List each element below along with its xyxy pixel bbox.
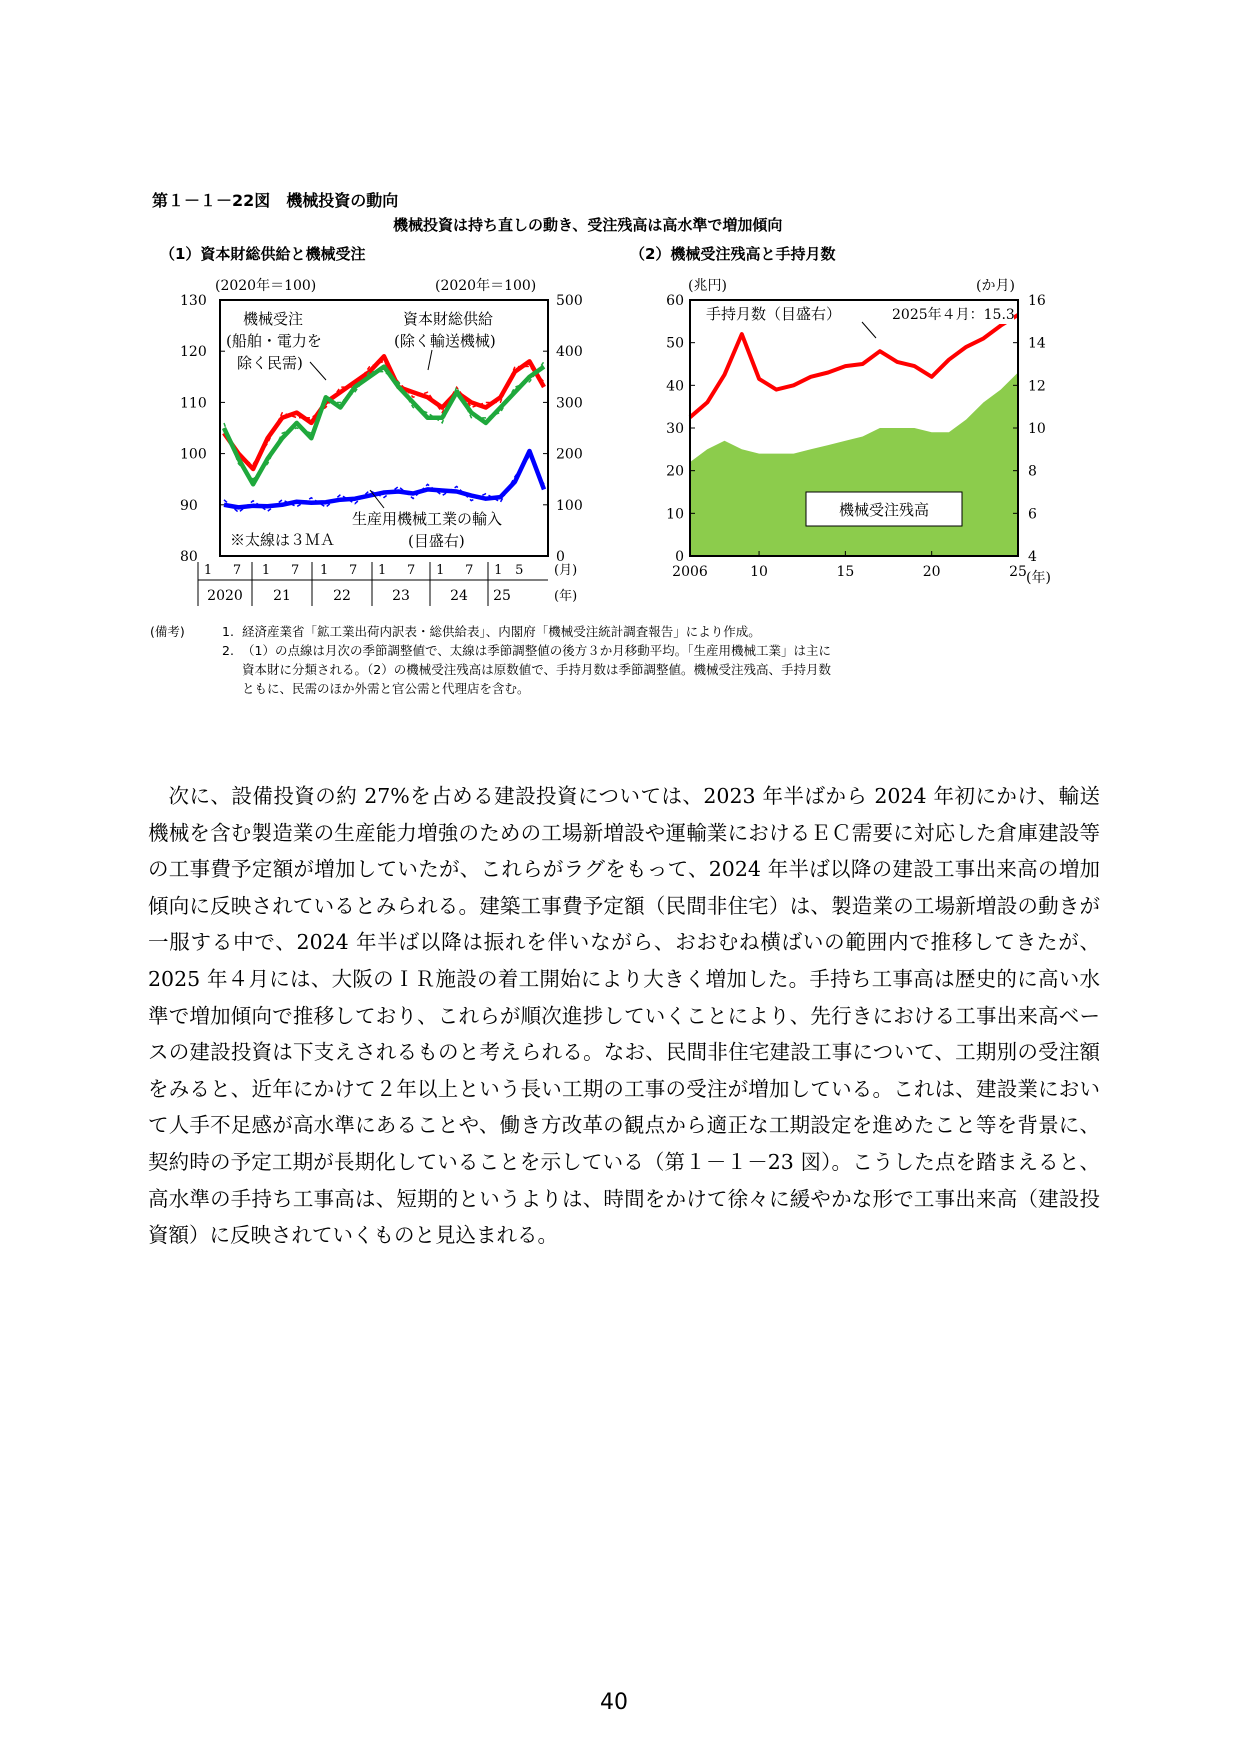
x-tick-label: 25 [1009,564,1027,580]
figure-title: 第１－１－22図 機械投資の動向 [152,191,399,210]
x-month-tick: 1 [203,563,213,578]
label-orders-line2: (船舶・電力を [226,332,322,350]
x-tick-label: 15 [836,564,855,580]
panel1-right-unit: (2020年＝100) [435,278,537,294]
y-tick-label-left: 10 [666,506,684,523]
y-tick-label-right: 8 [1028,463,1037,480]
y-tick-label-right: 4 [1028,549,1037,565]
x-tick-label: 10 [750,564,768,580]
y-tick-label-right: 16 [1028,293,1046,309]
panel2-title: （2）機械受注残高と手持月数 [630,245,836,263]
x-month-tick: 1 [494,563,503,578]
months-label-arrow [862,322,876,338]
y-tick-label-right: 0 [556,549,565,565]
backlog-area [690,373,1018,557]
x-month-tick: 5 [515,563,524,578]
x-tick-label: 2006 [672,564,708,580]
x-year-label: 24 [450,588,468,604]
x-year-label: 2020 [207,588,243,604]
y-tick-label-right: 200 [556,446,583,463]
y-tick-label-left: 90 [180,497,198,514]
panel1-left-unit: (2020年＝100) [215,278,317,294]
x-month-tick: 7 [348,563,358,578]
y-tick-label-left: 30 [666,421,684,437]
y-tick-label-right: 100 [556,497,583,514]
note-number: 2. [222,643,234,658]
series-monthly-line-1 [224,362,544,480]
y-tick-label-left: 40 [666,378,684,395]
months-line [690,315,1018,417]
note-number [222,660,242,679]
x-year-label: 23 [392,588,410,604]
y-tick-label-left: 20 [666,463,684,480]
x-month-tick: 7 [465,563,474,578]
y-tick-label-right: 6 [1028,506,1037,523]
x-tick-label: 20 [922,564,941,580]
y-tick-label-left: 60 [666,293,684,309]
figure-notes [150,622,1090,698]
y-tick-label-right: 500 [556,293,583,309]
label-months: 手持月数（目盛右） [706,305,842,323]
x-year-label: 21 [273,588,291,604]
x-month-tick: 1 [261,563,271,578]
x-unit: (年) [1026,570,1051,586]
note-row [150,660,1090,679]
note-text: 経済産業省「鉱工業出荷内訳表・総供給表」、内閣府「機械受注統計調査報告」により作成。 [242,624,761,639]
x-month-unit: (月) [554,563,578,578]
y-tick-label-right: 12 [1028,378,1046,395]
note-text: （1）の点線は月次の季節調整値で、太線は季節調整値の後方３か月移動平均。「生産用機械工業」は主に [242,643,831,658]
series-line-1 [224,367,544,485]
panel1-title: （1）資本財総供給と機械受注 [160,245,366,263]
panel2-left-unit: (兆円) [688,278,727,294]
label-imports-line2: (目盛右) [408,532,465,550]
y-tick-label-right: 400 [556,344,583,361]
body-paragraph: 次に、設備投資の約 27%を占める建設投資については、2023 年半ばから 2024 年初にかけ、輸送機械を含む製造業の生産能力増強のための工場新増設や運輸業におけるＥＣ需要に対応した倉庫建設等の工事費予定額が増加していたが、これらがラグをもって、2024 年半ば以降の建設工事出来高の増加傾向に反映されているとみられる。建築工事費予定額（民間非住宅）は、製造業の工場新増設の動きが一服する中で、2024 年半ば以降は振れを伴いながら、おおむね横ばいの範囲内で推移してきたが、2025 年４月には、大阪のＩＲ施設の着工開始により大きく増加した。手持ち工事高は歴史的に高い水準で増加傾向で推移しており、これらが順次進捗していくことにより、先行きにおける工事出来高ベースの建設投資は下支えされるものと考えられる。なお、民間非住宅建設工事について、工期別の受注額をみると、近年にかけて２年以上という長い工期の工事の受注が増加している。これは、建設業において人手不足感が高水準にあることや、働き方改革の観点から適正な工期設定を進めたこと等を背景に、契約時の予定工期が長期化していることを示している（第１－１－23 図）。こうした点を踏まえると、高水準の手持ち工事高は、短期的というよりは、時間をかけて徐々に緩やかな形で工事出来高（建設投資額）に反映されていくものと見込まれる。 [148,784,1100,1248]
x-month-tick: 1 [436,563,445,578]
note-text: ともに、民需のほか外需と官公需と代理店を含む。 [242,681,530,696]
y-tick-label-right: 14 [1028,335,1046,352]
label-orders-line3: 除く民需) [237,354,303,372]
x-year-label: 22 [333,588,351,604]
y-tick-label-left: 130 [180,293,207,309]
label-imports-line1: 生産用機械工業の輸入 [352,510,503,528]
note-row [150,679,1090,698]
note-number: 1. [222,624,234,639]
notes-label: (備考) [150,624,185,639]
note-row [150,622,1090,641]
y-tick-label-right: 300 [556,395,583,412]
note-3ma: ※太線は３ＭＡ [230,531,336,549]
x-year-label: 25 [493,588,511,604]
y-tick-label-left: 0 [675,549,684,565]
label-orders-line1: 機械受注 [243,310,304,328]
y-tick-label-left: 110 [180,395,207,412]
page-number: 40 [600,1690,628,1715]
label-latest: 2025年４月：15.3 [892,307,1015,323]
label-supply-line1: 資本財総供給 [403,310,494,328]
y-tick-label-left: 120 [180,344,207,361]
y-tick-label-right: 10 [1028,421,1046,437]
note-number [222,679,242,698]
x-month-tick: 1 [378,563,387,578]
x-month-tick: 7 [407,563,416,578]
panel2-right-unit: (か月) [976,278,1015,294]
label-supply-line2: (除く輸送機械) [394,332,496,350]
chart-panel2 [640,272,1080,602]
note-text: 資本財に分類される。（2）の機械受注残高は原数値で、手持月数は季節調整値。機械受注残高、手持月数 [242,662,831,677]
x-month-tick: 7 [290,563,300,578]
label-backlog: 機械受注残高 [838,501,930,519]
y-tick-label-left: 50 [666,335,684,352]
x-month-tick: 1 [319,563,329,578]
note-row [150,641,1090,660]
x-year-unit: (年) [554,589,578,604]
y-tick-label-left: 80 [180,549,198,565]
figure-subtitle: 機械投資は持ち直しの動き、受注残高は高水準で増加傾向 [393,216,783,234]
chart-panel1 [170,272,600,612]
x-month-tick: 7 [232,563,242,578]
y-tick-label-left: 100 [180,446,207,463]
